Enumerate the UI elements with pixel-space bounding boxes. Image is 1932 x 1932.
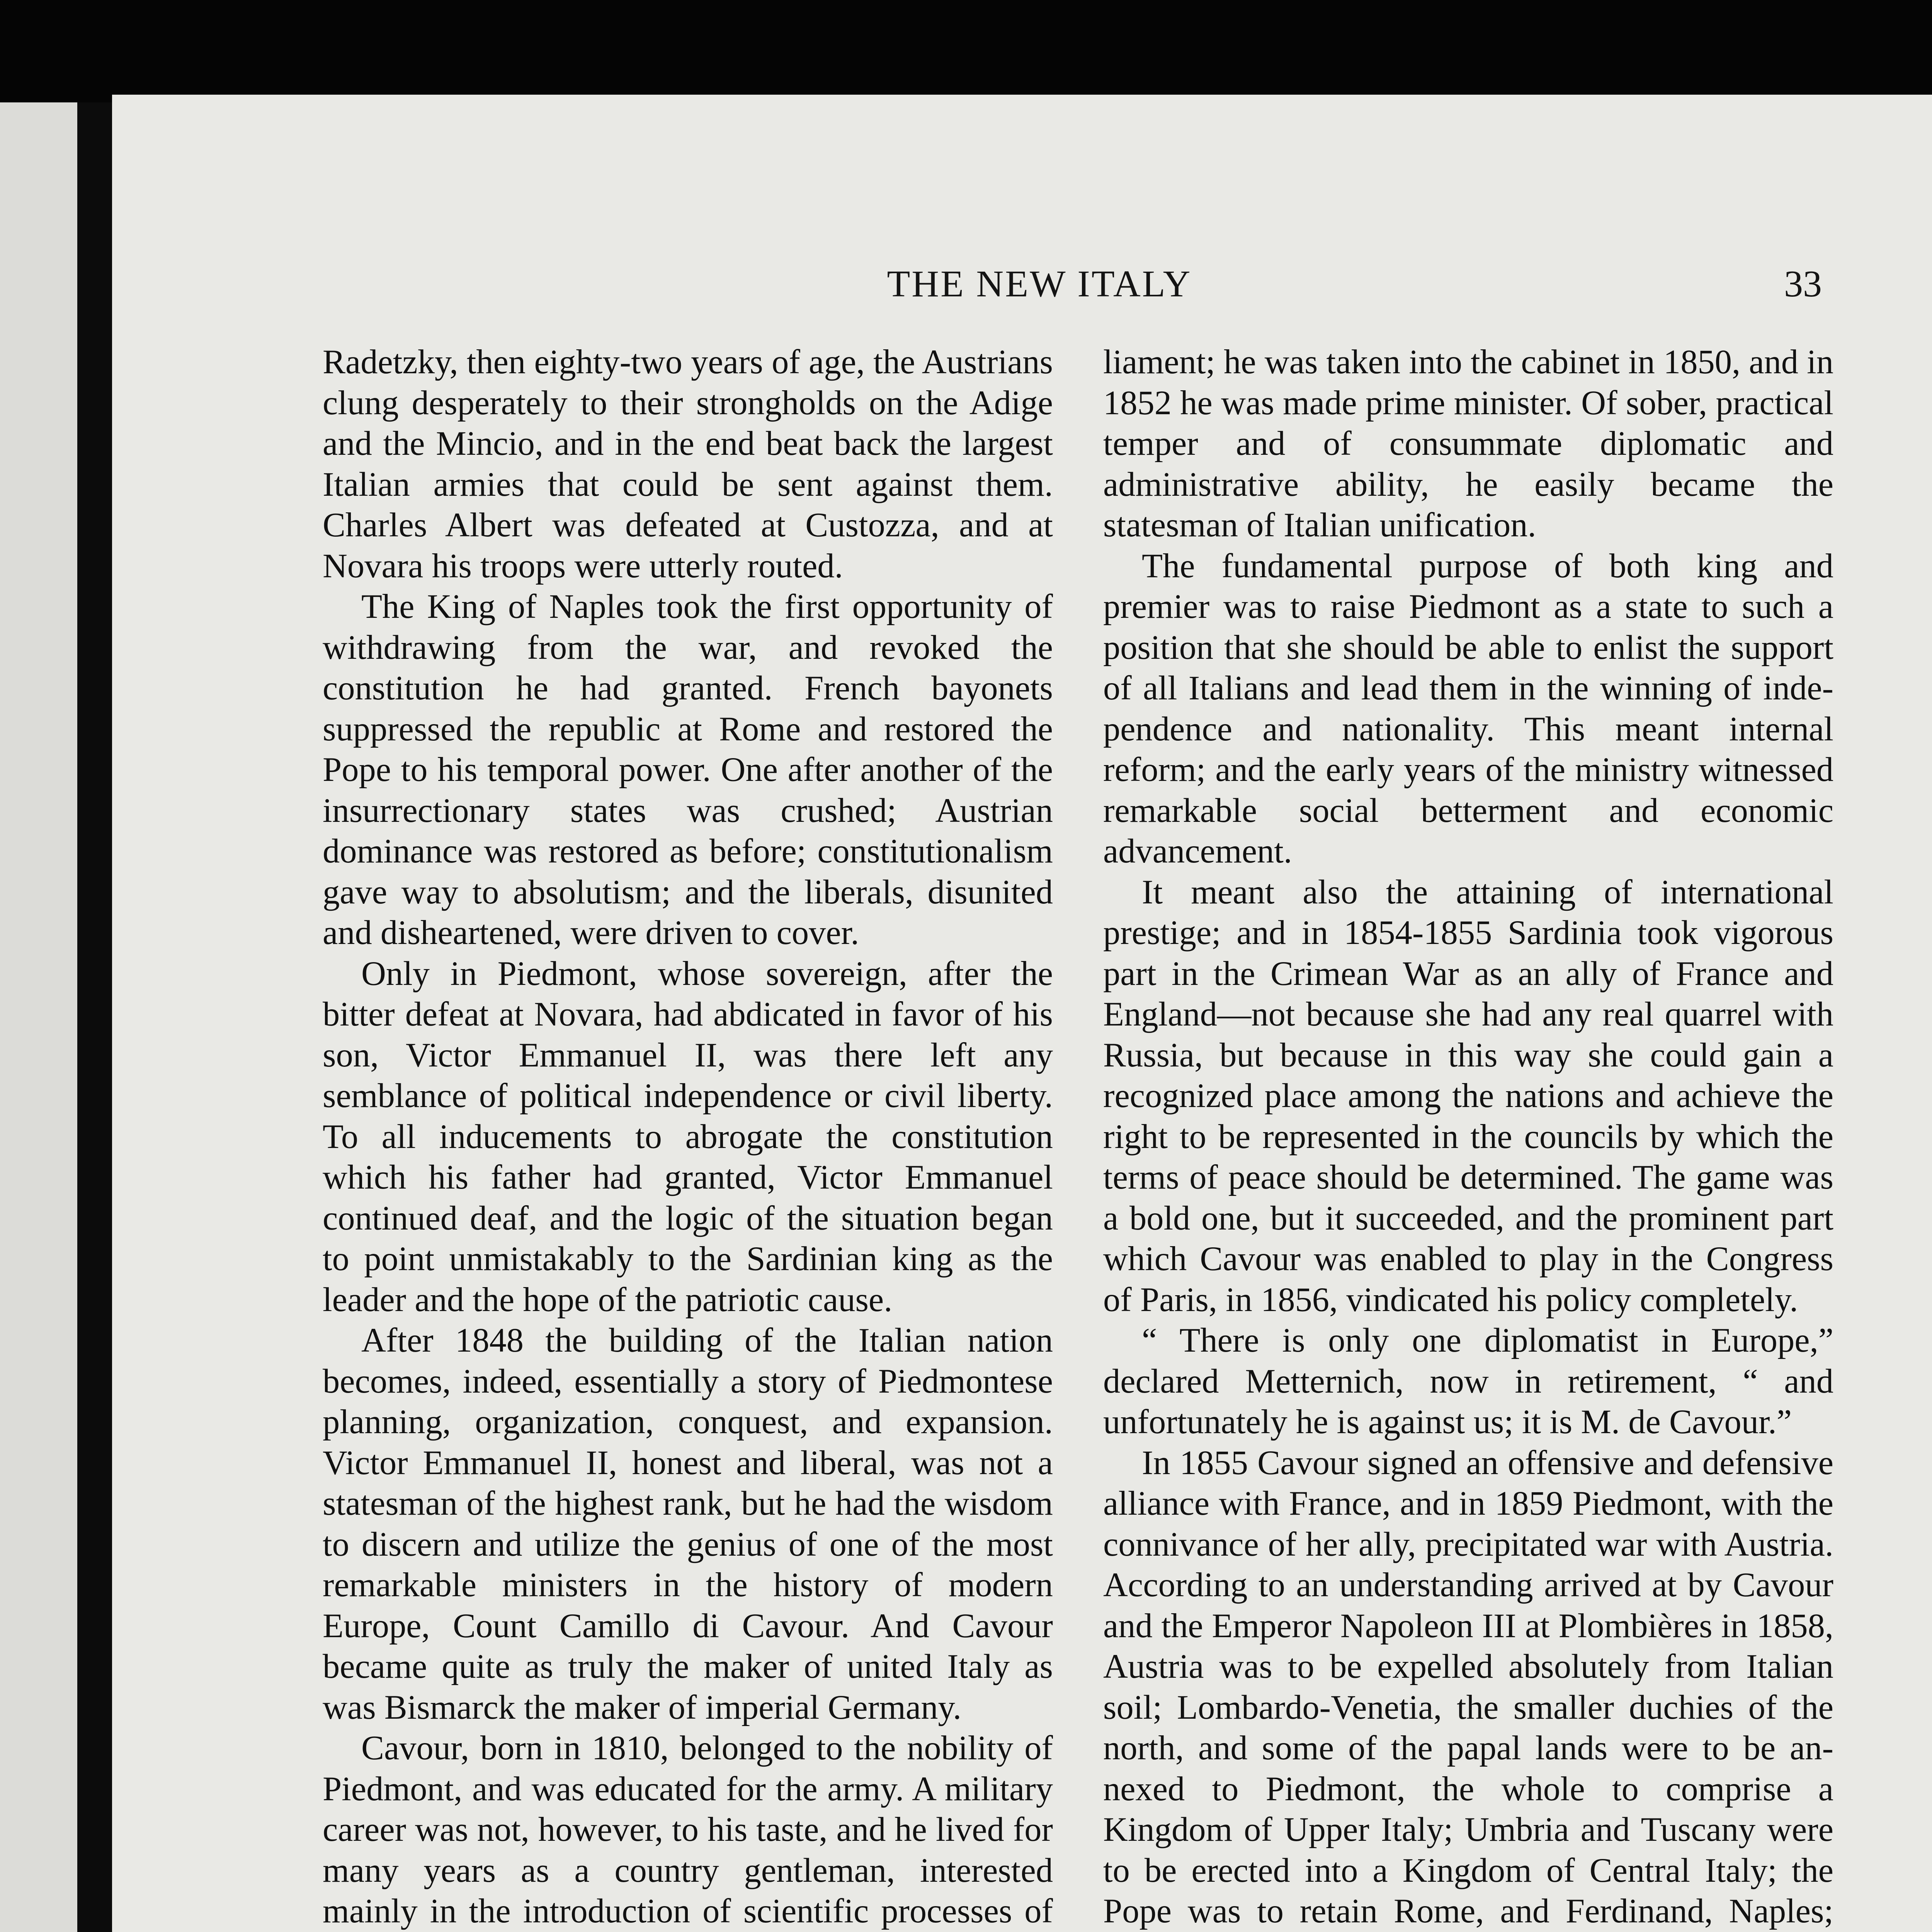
text-column-right bbox=[1103, 342, 1833, 1932]
adjacent-page-edge bbox=[0, 102, 77, 1932]
running-head bbox=[112, 257, 1932, 311]
paragraph: liament; he was taken into the cabinet in 1850, and in 1852 he was made prime minister. Of sober, practical temper and of consummate diplomatic and administrative ability, he easily became the statesman of Italian unification. bbox=[1103, 343, 1833, 544]
page-number: 33 bbox=[1784, 263, 1822, 305]
paragraph: After 1848 the building of the Italian nation becomes, indeed, essentially a story of Piedmontese planning, organization, conquest, and expansion. Victor Emmanuel II, honest and liberal, was not a statesman of the highest rank, but he had the wisdom to discern and utilize the genius of one of the most remarkable ministers in the history of modern Europe, Count Camillo di Cavour. And Cavour became quite as truly the maker of united Italy as was Bismarck the maker of imperial Germany. bbox=[323, 1321, 1053, 1726]
paragraph: The fundamental purpose of both king and premier was to raise Piedmont as a state to such a position that she should be able to enlist the support of all Italians and lead them in the winning of independence and nationality. This meant internal reform; and the early years of the ministry witnessed remarkable social betterment and economic advancement. bbox=[1103, 547, 1833, 870]
book-page bbox=[112, 95, 1932, 1932]
paragraph: The King of Naples took the first opportunity of withdrawing from the war, and revoked the constitution he had granted. French bayonets suppressed the republic at Rome and restored the Pope to his temporal power. One after another of the insurrectionary states was crushed; Austrian dominance was restored as before; constitutionalism gave way to absolutism; and the liberals, disunited and disheartened, were driven to cover. bbox=[323, 588, 1053, 952]
paragraph: Only in Piedmont, whose sovereign, after the bitter defeat at Novara, had abdicated in favor of his son, Victor Emmanuel II, was there left any semblance of political independence or civil liberty. To all inducements to abrogate the constitution which his father had granted, Victor Emmanuel continued deaf, and the logic of the situation began to point unmistakably to the Sardinian king as the leader and the hope of the patriotic cause. bbox=[323, 954, 1053, 1319]
text-column-left bbox=[323, 342, 1053, 1932]
paragraph: Radetzky, then eighty-two years of age, the Austrians clung desperately to their strongholds on the Adige and the Mincio, and in the end beat back the largest Italian armies that could be sent against them. Charles Albert was defeated at Custozza, and at Novara his troops were utterly routed. bbox=[323, 343, 1053, 585]
paragraph: In 1855 Cavour signed an offensive and defensive alliance with France, and in 1859 Piedmont, with the connivance of her ally, precipitated war with Austria. According to an understanding arrived at by Cavour and the Emperor Napoleon III at Plombières in 1858, Austria was to be expelled absolutely from Italian soil; Lombardo-Venetia, the smaller duchies of the north, and some of the papal lands were to be annexed to Piedmont, the whole to comprise a Kingdom of Upper Italy; Umbria and Tuscany were to be erected into a Kingdom of Central Italy; the Pope was to retain Rome, and Ferdinand, Naples; bbox=[1103, 1444, 1833, 1930]
paragraph: Cavour, born in 1810, belonged to the nobility of Piedmont, and was educated for the army. A military career was not, however, to his taste, and he lived for many years as a country gentleman, interested mainly in the introduction of scientific processes of bbox=[323, 1729, 1053, 1930]
paragraph: It meant also the attaining of international prestige; and in 1854-1855 Sardinia took vigorous part in the Crimean War as an ally of France and England—not because she had any real quarrel with Russia, but because in this way she could gain a recognized place among the nations and achieve the right to be represented in the councils by which the terms of peace should be determined. The game was a bold one, but it succeeded, and the prominent part which Cavour was enabled to play in the Congress of Paris, in 1856, vindicated his policy completely. bbox=[1103, 873, 1833, 1319]
running-title: THE NEW ITALY bbox=[887, 263, 1192, 305]
book-gutter bbox=[77, 102, 112, 1932]
paragraph: “ There is only one diplomatist in Europe,” declared Metternich, now in retirement, “ and unfortunately he is against us; it is M. de Cavour.” bbox=[1103, 1321, 1833, 1441]
